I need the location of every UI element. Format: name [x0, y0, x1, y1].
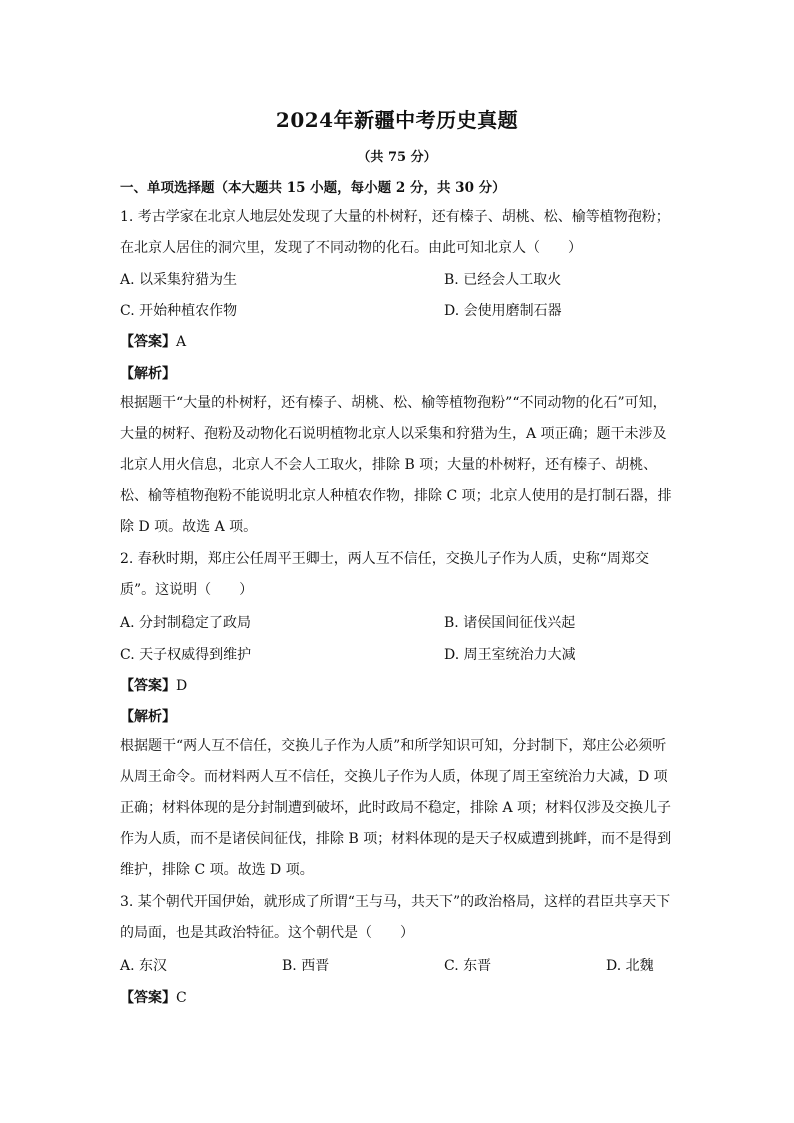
analysis-line: 维护，排除 C 项。故选 D 项。 [120, 862, 314, 878]
q2-option-b: B. 诸侯国间征伐兴起 [444, 615, 576, 631]
analysis-line: 根据题干“大量的朴树籽，还有榛子、胡桃、松、榆等植物孢粉”“不同动物的化石”可知， [120, 395, 667, 411]
stem-line: 3. 某个朝代开国伊始，就形成了所谓“王与马，共天下”的政治格局，这样的君臣共享天下 [120, 894, 671, 910]
answer-label: 【答案】 [120, 678, 176, 694]
answer-value: C [176, 990, 187, 1006]
q1-option-d: D. 会使用磨制石器 [444, 303, 562, 319]
analysis-line: 松、榆等植物孢粉不能说明北京人种植农作物，排除 C 项；北京人使用的是打制石器，排 [120, 488, 672, 504]
stem-line: 2. 春秋时期，郑庄公任周平王卿士，两人互不信任，交换儿子作为人质，史称“周郑交 [120, 551, 649, 567]
q1-answer [120, 331, 186, 351]
analysis-line: 除 D 项。故选 A 项。 [120, 519, 258, 535]
answer-value: A [176, 334, 187, 350]
question-2-analysis [120, 731, 680, 886]
q1-option-a: A. 以采集狩猎为生 [120, 272, 238, 288]
question-1-analysis [120, 388, 680, 543]
analysis-line: 正确；材料体现的是分封制遭到破坏，此时政局不稳定，排除 A 项；材料仅涉及交换儿子 [120, 800, 672, 816]
q2-analysis-label: 【解析】 [120, 709, 176, 725]
q3-option-d: D. 北魏 [606, 958, 654, 974]
stem-line: 的局面，也是其政治特征。这个朝代是（ ） [120, 925, 414, 941]
q2-answer [120, 675, 187, 695]
q1-analysis-label: 【解析】 [120, 366, 176, 382]
q3-option-c: C. 东晋 [444, 958, 492, 974]
answer-label: 【答案】 [120, 990, 176, 1006]
analysis-line: 北京人用火信息，北京人不会人工取火，排除 B 项；大量的朴树籽，还有榛子、胡桃、 [120, 457, 658, 473]
q2-option-a: A. 分封制稳定了政局 [120, 615, 252, 631]
document-title: 2024年新疆中考历史真题 [275, 108, 519, 132]
answer-value: D [176, 678, 188, 694]
q3-option-a: A. 东汉 [120, 958, 168, 974]
q1-option-b: B. 已经会人工取火 [444, 272, 562, 288]
total-score: （共 75 分） [357, 150, 437, 165]
q2-option-c: C. 天子权威得到维护 [120, 647, 252, 663]
answer-label: 【答案】 [120, 334, 176, 350]
question-3-stem [120, 887, 680, 949]
question-2-stem [120, 544, 680, 606]
analysis-line: 根据题干“两人互不信任，交换儿子作为人质”和所学知识可知，分封制下，郑庄公必须听 [120, 738, 667, 754]
stem-line: 质”。这说明（ ） [120, 582, 254, 598]
analysis-line: 作为人质，而不是诸侯间征伐，排除 B 项；材料体现的是天子权威遭到挑衅，而不是得到 [120, 831, 672, 847]
stem-line: 1. 考古学家在北京人地层处发现了大量的朴树籽，还有榛子、胡桃、松、榆等植物孢粉； [120, 209, 670, 225]
question-1-stem [120, 202, 680, 264]
section-heading: 一、单项选择题（本大题共 15 小题，每小题 2 分，共 30 分） [120, 180, 506, 196]
stem-line: 在北京人居住的洞穴里，发现了不同动物的化石。由此可知北京人（ ） [120, 240, 582, 256]
q3-option-b: B. 西晋 [282, 958, 330, 974]
q1-option-c: C. 开始种植农作物 [120, 303, 238, 319]
q3-answer [120, 987, 187, 1007]
analysis-line: 大量的树籽、孢粉及动物化石说明植物北京人以采集和狩猎为生，A 项正确；题干未涉及 [120, 426, 667, 442]
analysis-line: 从周王命令。而材料两人互不信任，交换儿子作为人质，体现了周王室统治力大减，D 项 [120, 769, 668, 785]
q2-option-d: D. 周王室统治力大减 [444, 647, 576, 663]
